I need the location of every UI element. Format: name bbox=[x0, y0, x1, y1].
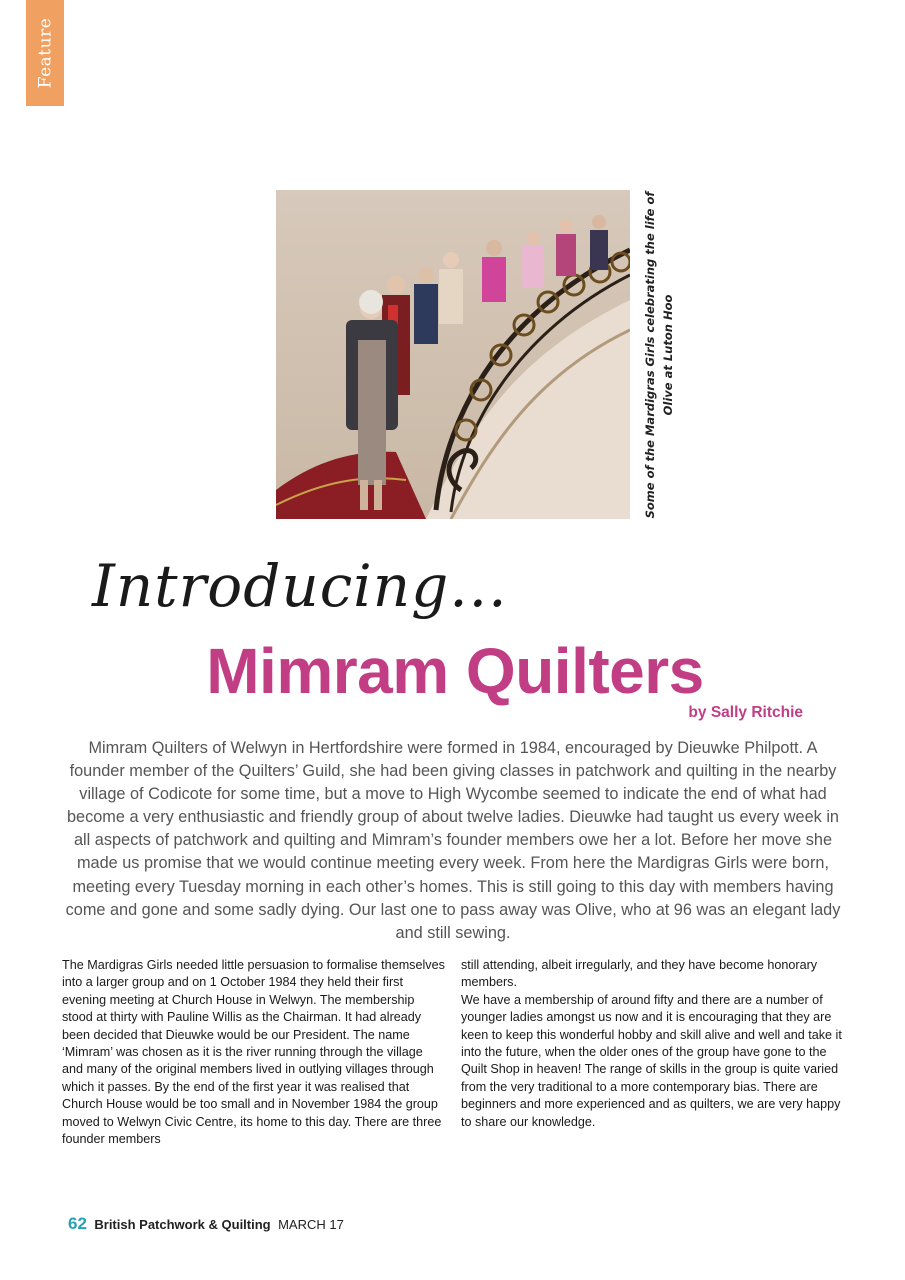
body-paragraph: We have a membership of around fifty and there are a number of younger ladies amongst us now and it is encouraging that they are keen to keep this wonderful hobby and skill alive and well and take it into the future, when the older ones of the group have gone to the Quilt Shop in heaven! The range of skills in the group is quite varied from the very traditional to a more contemporary bias. There are beginners and more experienced and as quilters, we are very happy to share our knowledge. bbox=[461, 992, 842, 1129]
photo-caption-text: Some of the Mardigras Girls celebrating the life of Olive at Luton Hoo bbox=[643, 191, 675, 519]
page-footer bbox=[68, 1214, 344, 1234]
group-photo bbox=[276, 190, 630, 519]
group-photo-staircase-icon bbox=[276, 190, 630, 519]
body-column-2 bbox=[461, 957, 845, 1131]
section-tab-label: Feature bbox=[35, 17, 55, 89]
page-number: 62 bbox=[68, 1214, 87, 1233]
issue-date: MARCH 17 bbox=[278, 1217, 344, 1232]
section-tab bbox=[26, 0, 64, 106]
heading-script: Introducing... bbox=[92, 552, 508, 620]
intro-paragraph: Mimram Quilters of Welwyn in Hertfordshire were formed in 1984, encouraged by Dieuwke Philpott. A founder member of the Quilters’ Guild, she had been giving classes in patchwork and quilting in the nearby village of Codicote for some time, but a move to High Wycombe seemed to indicate the end of what had become a very enthusiastic and friendly group of about twelve ladies. Dieuwke had taught us every week in all aspects of patchwork and quilting and Mimram’s founder members owe her a lot. Before her move she made us promise that we would continue meeting every week. From here the Mardigras Girls were born, meeting every Tuesday morning in each other’s homes. This is still going to this day with members having come and gone and some sadly dying. Our last one to pass away was Olive, who at 96 was an elegant lady and still sewing. bbox=[65, 739, 841, 942]
body-column-1 bbox=[62, 957, 446, 1148]
article-byline: by Sally Ritchie bbox=[688, 704, 803, 721]
body-paragraph: The Mardigras Girls needed little persuasion to formalise themselves into a larger group and on 1 October 1984 they held their first evening meeting at Church House in Welwyn. The membership stood at thirty with Pauline Willis as the Chairman. It had already been decided that Dieuwke would be our President. The name ‘Mimram’ was chosen as it is the river running through the village and many of the original members lived in outlying villages through which it passes. By the end of the first year it was realised that Church House would be too small and in November 1984 the group moved to Welwyn Civic Centre, its home to this day. There are three founder members bbox=[62, 958, 445, 1147]
article-title: Mimram Quilters bbox=[206, 635, 704, 707]
body-paragraph: still attending, albeit irregularly, and they have become honorary members. bbox=[461, 958, 818, 990]
magazine-name: British Patchwork & Quilting bbox=[94, 1217, 271, 1232]
photo-caption bbox=[641, 190, 681, 520]
